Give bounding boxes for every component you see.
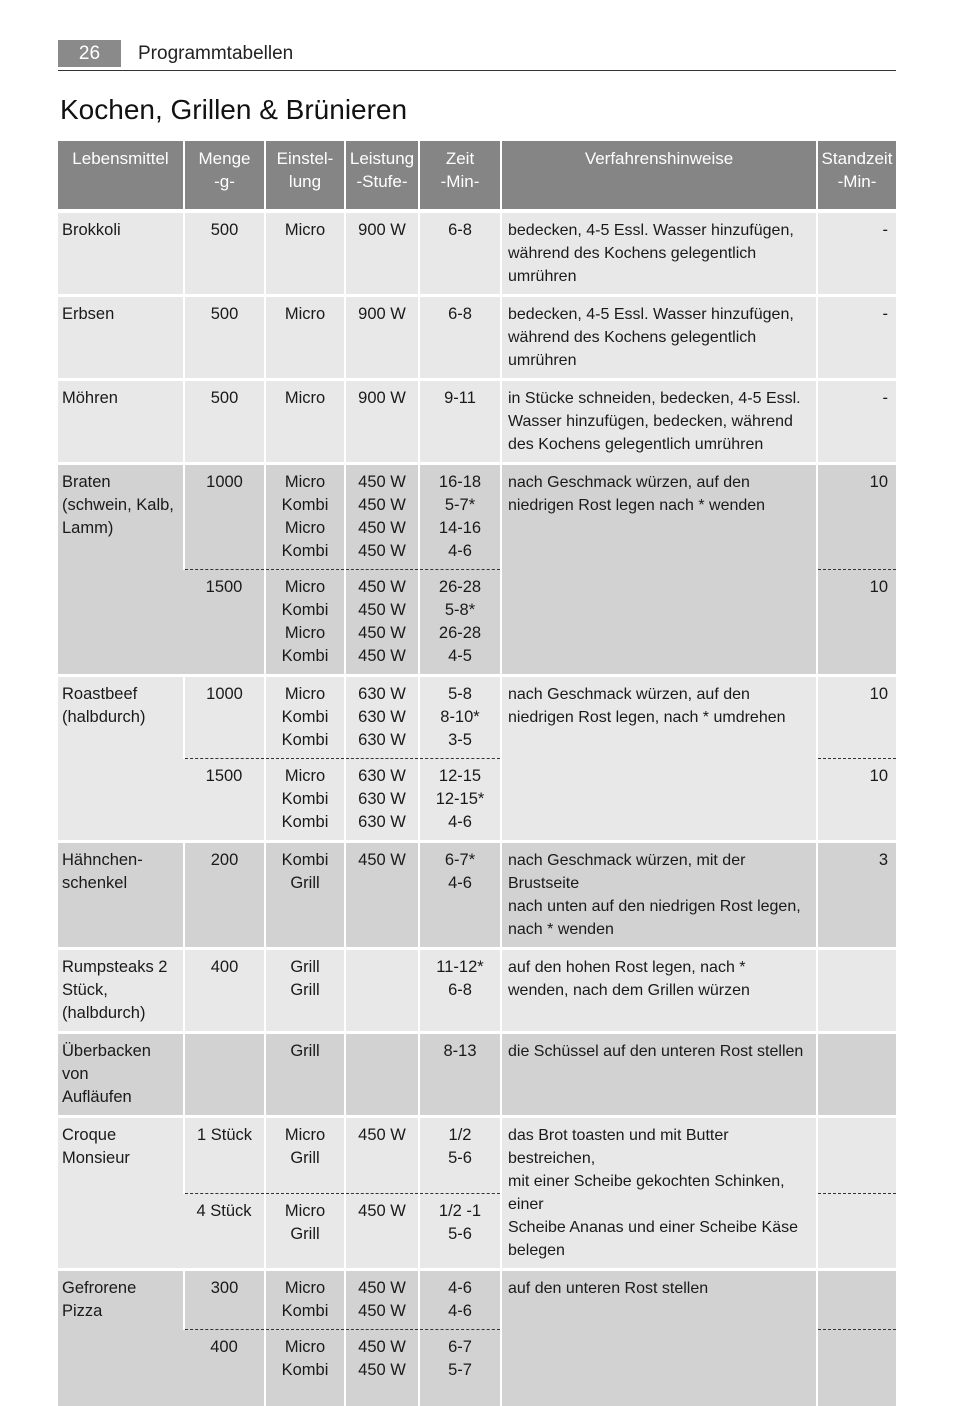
time-cell xyxy=(419,464,501,570)
cell-line: 4-6 xyxy=(422,1300,498,1323)
time-cell xyxy=(419,296,501,380)
cell-line: Micro xyxy=(268,1277,342,1300)
setting-cell xyxy=(265,296,345,380)
cell-line: 4-6 xyxy=(422,872,498,895)
cell-line: 12-15* xyxy=(422,788,498,811)
table-row xyxy=(58,380,896,464)
cell-line: schenkel xyxy=(62,872,181,895)
cell-line: 400 xyxy=(187,956,262,979)
cell-line: 6-8 xyxy=(422,979,498,1002)
setting-cell xyxy=(265,464,345,570)
setting-cell xyxy=(265,1033,345,1117)
table-row xyxy=(58,211,896,296)
cell-line: 450 W xyxy=(348,599,416,622)
cell-line: 26-28 xyxy=(422,576,498,599)
cell-line: 9-11 xyxy=(422,387,498,410)
cell-line: 1/2 -1 xyxy=(422,1200,498,1223)
cell-line: belegen xyxy=(508,1239,814,1262)
cell-line: Micro xyxy=(268,387,342,410)
cell-line: (halbdurch) xyxy=(62,706,181,729)
cell-line: Lamm) xyxy=(62,517,181,540)
stand-cell xyxy=(817,676,896,759)
power-cell xyxy=(345,1270,419,1330)
cell-line: Kombi xyxy=(268,706,342,729)
cell-line: 450 W xyxy=(348,1300,416,1323)
cell-line: 10 xyxy=(820,765,888,788)
table-row xyxy=(58,676,896,759)
cell-line: 1 Stück xyxy=(187,1124,262,1147)
cell-line: 450 W xyxy=(348,540,416,563)
food-cell xyxy=(58,464,184,676)
cell-line: wenden, nach dem Grillen würzen xyxy=(508,979,814,1002)
stand-cell xyxy=(817,842,896,949)
cell-line: (schwein, Kalb, xyxy=(62,494,181,517)
column-header-lebensmittel: Lebensmittel xyxy=(58,141,184,211)
cell-line: 300 xyxy=(187,1277,262,1300)
cell-line: Grill xyxy=(268,979,342,1002)
setting-cell xyxy=(265,570,345,676)
cell-line: Kombi xyxy=(268,788,342,811)
cell-line: 10 xyxy=(820,683,888,706)
cell-line: 450 W xyxy=(348,1336,416,1359)
stand-cell xyxy=(817,1330,896,1406)
cell-line: 4-6 xyxy=(422,540,498,563)
cell-line: die Schüssel auf den unteren Rost stellen xyxy=(508,1040,814,1063)
cell-line: 5-6 xyxy=(422,1147,498,1170)
cell-line: 5-6 xyxy=(422,1223,498,1246)
cell-line: 500 xyxy=(187,387,262,410)
cell-line: 450 W xyxy=(348,622,416,645)
time-cell xyxy=(419,1270,501,1330)
cell-line: Kombi xyxy=(268,1359,342,1382)
cell-line: Scheibe Ananas und einer Scheibe Käse xyxy=(508,1216,814,1239)
cell-line: Grill xyxy=(268,872,342,895)
stand-cell xyxy=(817,1270,896,1330)
power-cell xyxy=(345,211,419,296)
cell-line: Erbsen xyxy=(62,303,181,326)
power-cell xyxy=(345,1117,419,1194)
hint-cell xyxy=(501,1033,817,1117)
setting-cell xyxy=(265,842,345,949)
time-cell xyxy=(419,949,501,1033)
cell-line: Gefrorene Pizza xyxy=(62,1277,181,1323)
cell-line: 11-12* xyxy=(422,956,498,979)
cell-line: 8-10* xyxy=(422,706,498,729)
cell-line: - xyxy=(820,303,888,326)
cell-line: 450 W xyxy=(348,576,416,599)
cell-line: 500 xyxy=(187,219,262,242)
power-cell xyxy=(345,842,419,949)
cell-line: 4-6 xyxy=(422,811,498,834)
time-cell xyxy=(419,1117,501,1194)
amount-cell xyxy=(184,211,265,296)
cell-line: 1000 xyxy=(187,683,262,706)
cell-line: 3-5 xyxy=(422,729,498,752)
cell-line: mit einer Scheibe gekochten Schinken, einer xyxy=(508,1170,814,1216)
food-cell xyxy=(58,380,184,464)
hint-cell xyxy=(501,949,817,1033)
time-cell xyxy=(419,676,501,759)
cell-line: Micro xyxy=(268,622,342,645)
hint-cell xyxy=(501,380,817,464)
power-cell xyxy=(345,1330,419,1406)
food-cell xyxy=(58,842,184,949)
cell-line: auf den hohen Rost legen, nach * xyxy=(508,956,814,979)
cell-line: 6-8 xyxy=(422,219,498,242)
amount-cell xyxy=(184,464,265,570)
cell-line: 4-6 xyxy=(422,1277,498,1300)
cell-line: Kombi xyxy=(268,849,342,872)
amount-cell xyxy=(184,949,265,1033)
power-cell xyxy=(345,380,419,464)
time-cell xyxy=(419,380,501,464)
cell-line: Kombi xyxy=(268,599,342,622)
section-name: Programmtabellen xyxy=(138,40,293,67)
cell-line: nach unten auf den niedrigen Rost legen, xyxy=(508,895,814,918)
amount-cell xyxy=(184,570,265,676)
cell-line: 12-15 xyxy=(422,765,498,788)
cell-line: nach Geschmack würzen, mit der Brustseite xyxy=(508,849,814,895)
cell-line: 450 W xyxy=(348,517,416,540)
cell-line: 630 W xyxy=(348,788,416,811)
cell-line: Braten xyxy=(62,471,181,494)
column-header-verfahrenshinweise: Verfahrenshinweise xyxy=(501,141,817,211)
column-header-zeit: Zeit -Min- xyxy=(419,141,501,211)
cell-line: Micro xyxy=(268,303,342,326)
amount-cell xyxy=(184,1033,265,1117)
cooking-table xyxy=(58,141,896,1406)
cell-line: Micro xyxy=(268,576,342,599)
cell-line: 450 W xyxy=(348,471,416,494)
power-cell xyxy=(345,296,419,380)
cell-line: das Brot toasten und mit Butter bestreichen, xyxy=(508,1124,814,1170)
cell-line: 630 W xyxy=(348,811,416,834)
setting-cell xyxy=(265,759,345,842)
cell-line: 4-5 xyxy=(422,645,498,668)
hint-cell xyxy=(501,1270,817,1406)
time-cell xyxy=(419,1193,501,1270)
table-row xyxy=(58,296,896,380)
cell-line: Micro xyxy=(268,471,342,494)
food-cell xyxy=(58,676,184,842)
time-cell xyxy=(419,570,501,676)
page-title: Kochen, Grillen & Brünieren xyxy=(60,94,407,126)
time-cell xyxy=(419,1033,501,1117)
food-cell xyxy=(58,211,184,296)
cell-line: 450 W xyxy=(348,1200,416,1223)
cell-line: Monsieur xyxy=(62,1147,181,1170)
cell-line: 1500 xyxy=(186,765,262,788)
table-row xyxy=(58,1117,896,1194)
cell-line: 3 xyxy=(820,849,888,872)
cell-line: 900 W xyxy=(348,303,416,326)
cell-line: bedecken, 4-5 Essl. Wasser hinzufügen, xyxy=(508,219,814,242)
setting-cell xyxy=(265,949,345,1033)
cell-line: 6-7 xyxy=(422,1336,498,1359)
cell-line: 630 W xyxy=(348,683,416,706)
cell-line: niedrigen Rost legen nach * wenden xyxy=(508,494,814,517)
cell-line: Micro xyxy=(268,1124,342,1147)
cell-line: während des Kochens gelegentlich umrühren xyxy=(508,242,814,288)
cell-line: 5-8 xyxy=(422,683,498,706)
amount-cell xyxy=(184,842,265,949)
food-cell xyxy=(58,1033,184,1117)
power-cell xyxy=(345,949,419,1033)
time-cell xyxy=(419,1330,501,1406)
setting-cell xyxy=(265,380,345,464)
cell-line: Grill xyxy=(268,1147,342,1170)
cell-line: Kombi xyxy=(268,540,342,563)
stand-cell xyxy=(817,296,896,380)
stand-cell xyxy=(817,1193,896,1270)
setting-cell xyxy=(265,676,345,759)
table-row xyxy=(58,1270,896,1330)
cell-line: 10 xyxy=(820,471,888,494)
cell-line: Brokkoli xyxy=(62,219,181,242)
amount-cell xyxy=(184,380,265,464)
setting-cell xyxy=(265,211,345,296)
hint-cell xyxy=(501,1117,817,1270)
cell-line: 900 W xyxy=(348,387,416,410)
amount-cell xyxy=(184,676,265,759)
cell-line: Stück, (halbdurch) xyxy=(62,979,181,1025)
cell-line: Roastbeef xyxy=(62,683,181,706)
hint-cell xyxy=(501,842,817,949)
cell-line: Micro xyxy=(268,683,342,706)
cell-line: Kombi xyxy=(268,494,342,517)
stand-cell xyxy=(817,211,896,296)
cell-line: Micro xyxy=(268,1336,342,1359)
cell-line: 450 W xyxy=(348,645,416,668)
cell-line: in Stücke schneiden, bedecken, 4-5 Essl. xyxy=(508,387,814,410)
cell-line: 6-8 xyxy=(422,303,498,326)
time-cell xyxy=(419,759,501,842)
time-cell xyxy=(419,842,501,949)
cell-line: Möhren xyxy=(62,387,181,410)
cell-line: Grill xyxy=(268,1223,342,1246)
cell-line: - xyxy=(820,219,888,242)
cell-line: 400 xyxy=(186,1336,262,1359)
cell-line: 5-7* xyxy=(422,494,498,517)
cell-line: Croque xyxy=(62,1124,181,1147)
cell-line: 26-28 xyxy=(422,622,498,645)
cell-line: während des Kochens gelegentlich umrühren xyxy=(508,326,814,372)
page-number: 26 xyxy=(58,40,121,67)
cell-line: Micro xyxy=(268,517,342,540)
cell-line: Micro xyxy=(268,219,342,242)
stand-cell xyxy=(817,380,896,464)
stand-cell xyxy=(817,949,896,1033)
setting-cell xyxy=(265,1330,345,1406)
amount-cell xyxy=(184,1117,265,1194)
setting-cell xyxy=(265,1270,345,1330)
cell-line: 450 W xyxy=(348,494,416,517)
amount-cell xyxy=(184,759,265,842)
cell-line: niedrigen Rost legen, nach * umdrehen xyxy=(508,706,814,729)
column-header-standzeit: Standzeit -Min- xyxy=(817,141,896,211)
cell-line: 8-13 xyxy=(422,1040,498,1063)
column-header-menge: Menge -g- xyxy=(184,141,265,211)
cell-line: nach Geschmack würzen, auf den xyxy=(508,683,814,706)
cell-line: 200 xyxy=(187,849,262,872)
cell-line: Rumpsteaks 2 xyxy=(62,956,181,979)
amount-cell xyxy=(184,1270,265,1330)
cell-line: 5-7 xyxy=(422,1359,498,1382)
cell-line: nach Geschmack würzen, auf den xyxy=(508,471,814,494)
hint-cell xyxy=(501,211,817,296)
cell-line: 5-8* xyxy=(422,599,498,622)
table-row xyxy=(58,1033,896,1117)
hint-cell xyxy=(501,464,817,676)
power-cell xyxy=(345,676,419,759)
power-cell xyxy=(345,570,419,676)
stand-cell xyxy=(817,464,896,570)
cell-line: auf den unteren Rost stellen xyxy=(508,1277,814,1300)
cell-line: 630 W xyxy=(348,729,416,752)
cell-line: 500 xyxy=(187,303,262,326)
cell-line: 450 W xyxy=(348,1359,416,1382)
cell-line: nach * wenden xyxy=(508,918,814,941)
column-header-leistung: Leistung -Stufe- xyxy=(345,141,419,211)
amount-cell xyxy=(184,1193,265,1270)
cell-line: Grill xyxy=(268,956,342,979)
power-cell xyxy=(345,1193,419,1270)
table-row xyxy=(58,464,896,570)
stand-cell xyxy=(817,759,896,842)
cell-line: - xyxy=(820,387,888,410)
hint-cell xyxy=(501,296,817,380)
stand-cell xyxy=(817,570,896,676)
cell-line: Hähnchen- xyxy=(62,849,181,872)
amount-cell xyxy=(184,1330,265,1406)
cell-line: 900 W xyxy=(348,219,416,242)
cell-line: Micro xyxy=(268,765,342,788)
cell-line: 450 W xyxy=(348,849,416,872)
cell-line: Kombi xyxy=(268,729,342,752)
setting-cell xyxy=(265,1117,345,1194)
cell-line: 6-7* xyxy=(422,849,498,872)
power-cell xyxy=(345,759,419,842)
cell-line: 1/2 xyxy=(422,1124,498,1147)
cell-line: 630 W xyxy=(348,706,416,729)
cell-line: 16-18 xyxy=(422,471,498,494)
food-cell xyxy=(58,1117,184,1270)
column-header-einstellung: Einstel- lung xyxy=(265,141,345,211)
table-row xyxy=(58,842,896,949)
cell-line: Kombi xyxy=(268,811,342,834)
hint-cell xyxy=(501,676,817,842)
cell-line: Aufläufen xyxy=(62,1086,181,1109)
page-header xyxy=(58,40,896,71)
stand-cell xyxy=(817,1117,896,1194)
cell-line: 14-16 xyxy=(422,517,498,540)
cell-line: Grill xyxy=(268,1040,342,1063)
cell-line: 450 W xyxy=(348,1277,416,1300)
cell-line: des Kochens gelegentlich umrühren xyxy=(508,433,814,456)
food-cell xyxy=(58,1270,184,1406)
cell-line: Kombi xyxy=(268,645,342,668)
cell-line: 1500 xyxy=(186,576,262,599)
cell-line: 630 W xyxy=(348,765,416,788)
cell-line: 450 W xyxy=(348,1124,416,1147)
table-header-row xyxy=(58,141,896,211)
table-row xyxy=(58,949,896,1033)
power-cell xyxy=(345,1033,419,1117)
setting-cell xyxy=(265,1193,345,1270)
food-cell xyxy=(58,296,184,380)
food-cell xyxy=(58,949,184,1033)
amount-cell xyxy=(184,296,265,380)
stand-cell xyxy=(817,1033,896,1117)
cell-line: 1000 xyxy=(187,471,262,494)
cell-line: Kombi xyxy=(268,1300,342,1323)
cell-line: Überbacken von xyxy=(62,1040,181,1086)
cell-line: Wasser hinzufügen, bedecken, während xyxy=(508,410,814,433)
cell-line: 4 Stück xyxy=(186,1200,262,1223)
cell-line: Micro xyxy=(268,1200,342,1223)
cell-line: 10 xyxy=(820,576,888,599)
time-cell xyxy=(419,211,501,296)
cell-line: bedecken, 4-5 Essl. Wasser hinzufügen, xyxy=(508,303,814,326)
power-cell xyxy=(345,464,419,570)
